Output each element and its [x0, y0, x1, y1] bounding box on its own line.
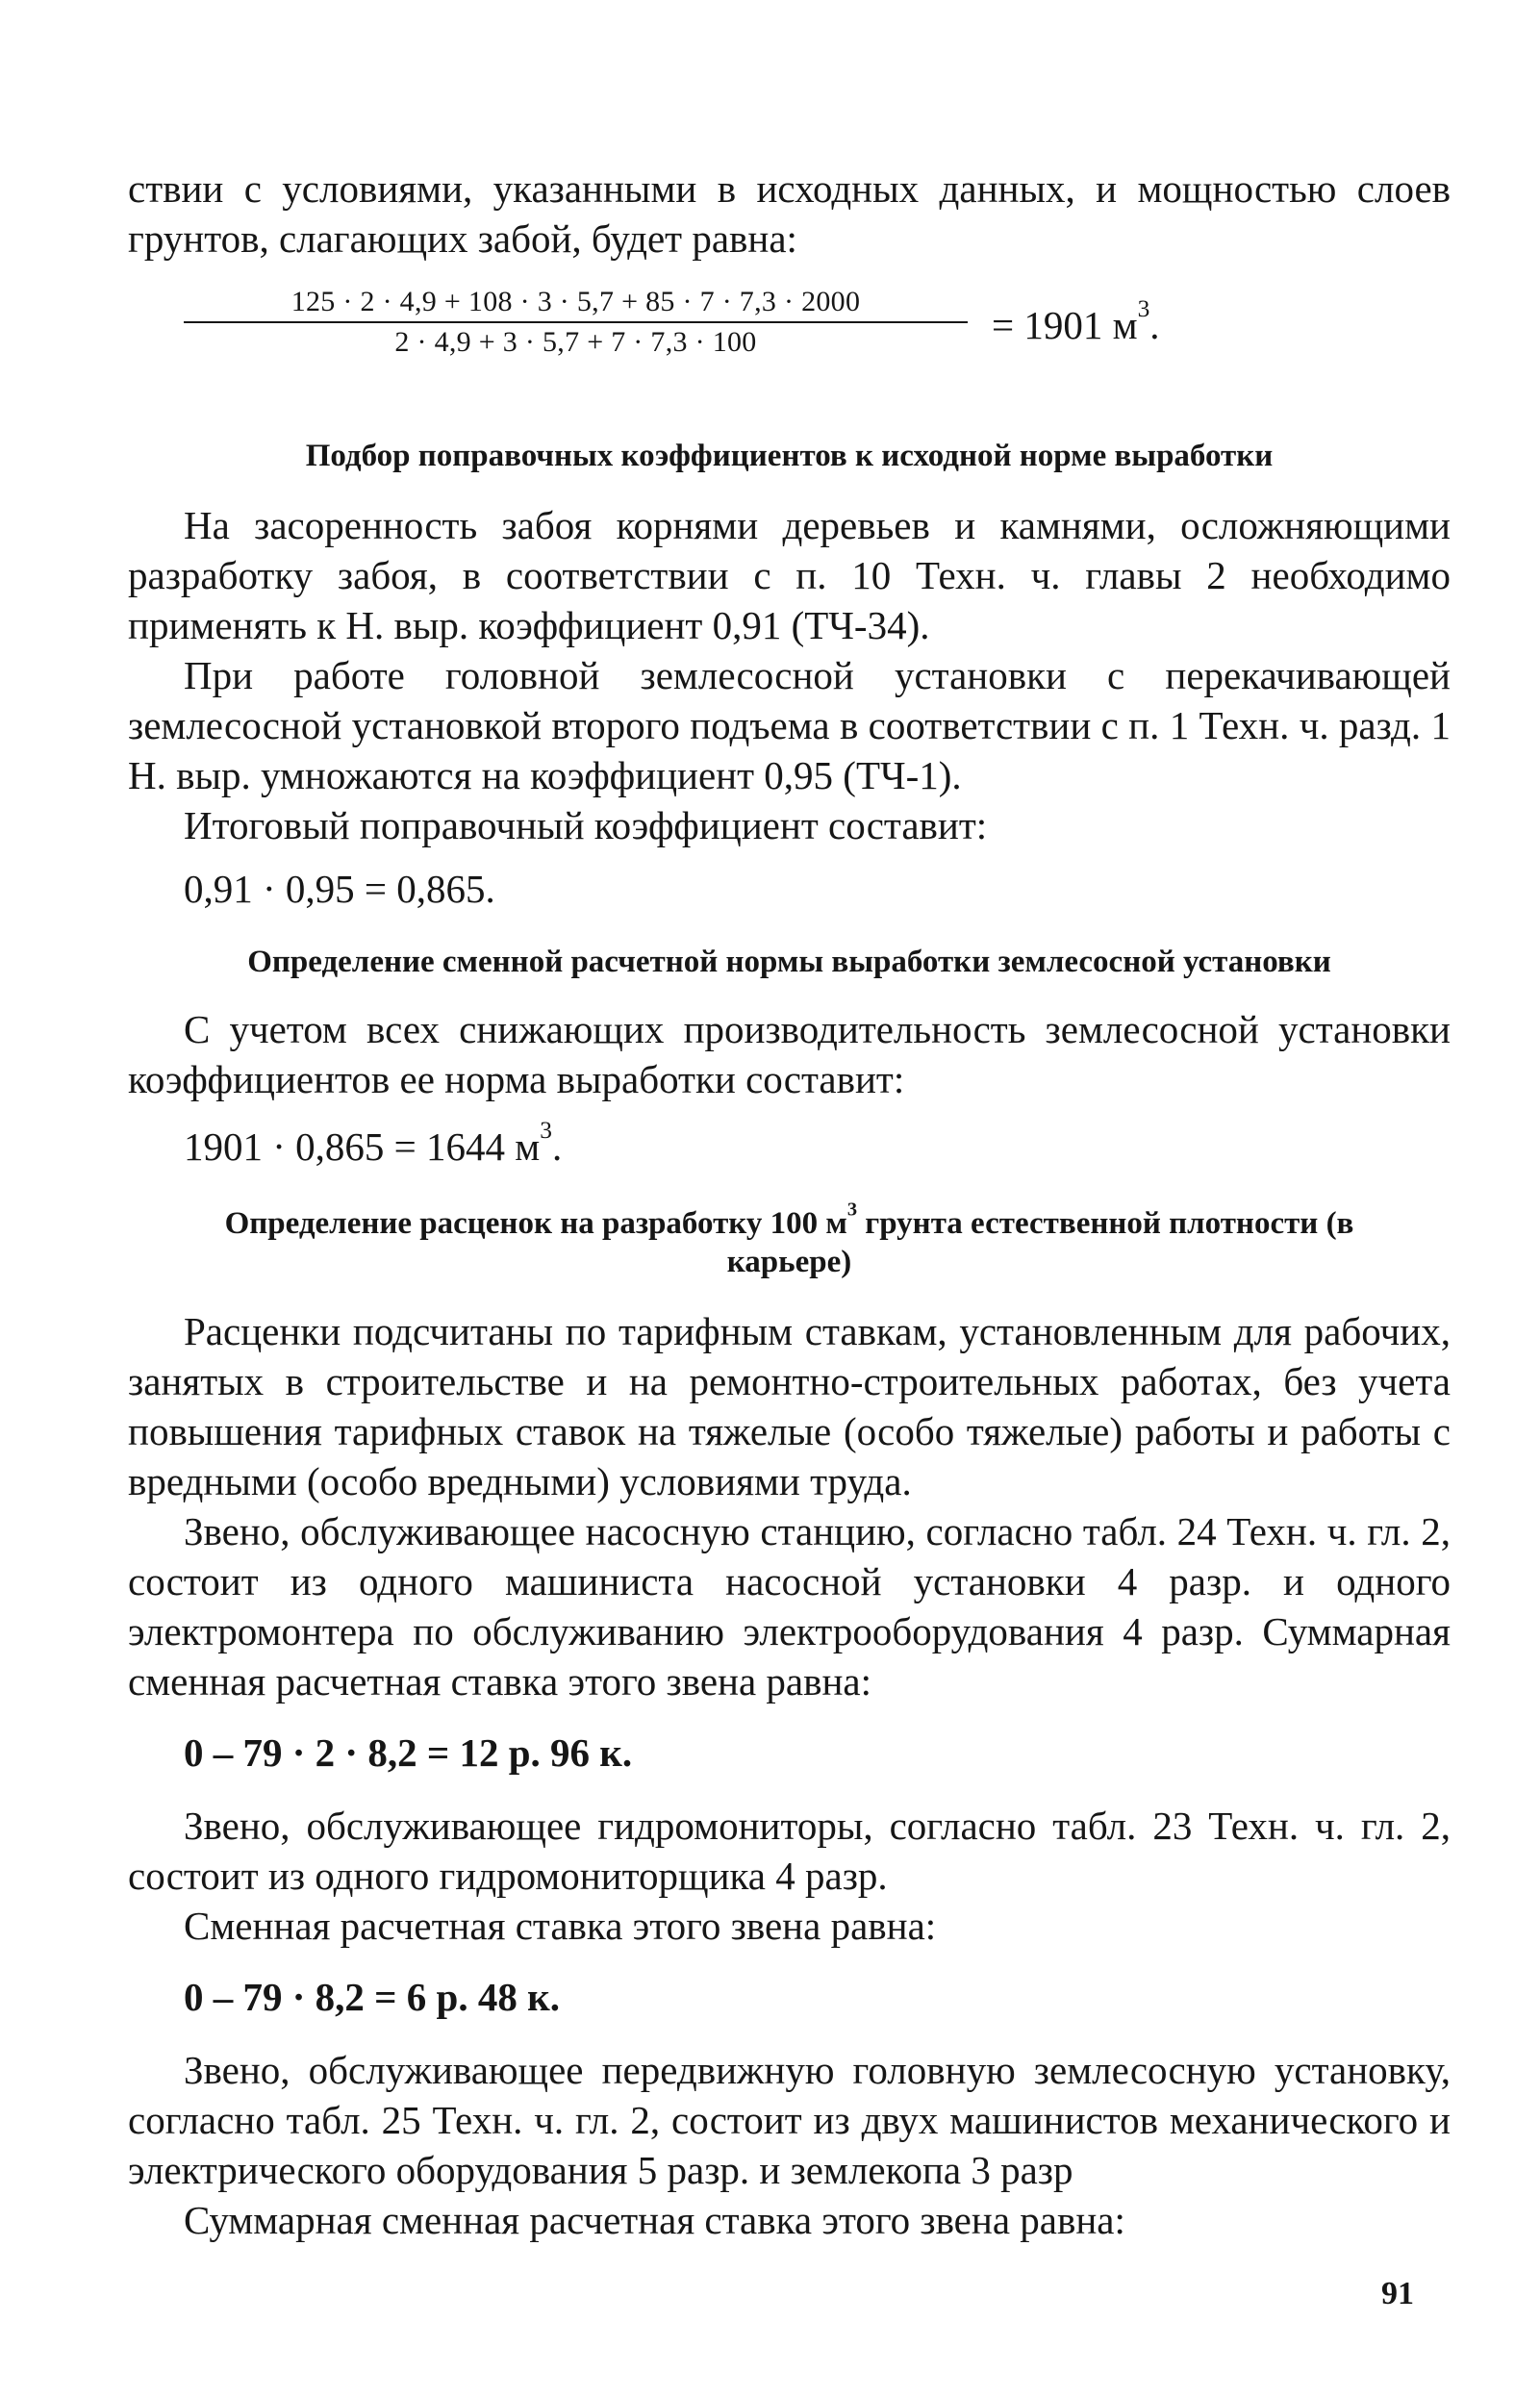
paragraph: С учетом всех снижающих производительность землесосной установки коэффициентов ее норма выработки составит: [128, 1007, 1451, 1101]
paragraph: При работе головной землесосной установки с перекачивающей землесосной установкой второго подъема в соответствии с п. 1 Техн. ч. разд. 1 Н. выр. умножаются на коэффициент 0,95 (ТЧ-1). [128, 653, 1451, 797]
formula-monitor-crew: 0 – 79 · 8,2 = 6 р. 48 к. [184, 1975, 560, 2019]
paragraph: Звено, обслуживающее насосную станцию, согласно табл. 24 Техн. ч. гл. 2, состоит из одного машиниста насосной установки 4 разр. и одного электромонтера по обслуживанию электрооборудования 4 разр. Суммарная сменная расчетная ставка этого звена равна: [128, 1509, 1451, 1704]
paragraph: Расценки подсчитаны по тарифным ставкам, установленным для рабочих, занятых в строительстве и на ремонтно-строительных работах, без учета повышения тарифных ставок на тяжелые (особо тяжелые) работы и работы с вредными (особо вредными) условиями труда. [128, 1309, 1451, 1503]
fraction-denominator: 2 · 4,9 + 3 · 5,7 + 7 · 7,3 · 100 [394, 326, 757, 358]
section-heading-rates [128, 1199, 1451, 1281]
heading-rates-part-1: Определение расценок на разработку 100 м [224, 1206, 847, 1241]
period: . [551, 1124, 563, 1169]
fraction-result-text: = 1901 м [992, 303, 1138, 347]
fraction-bar [184, 321, 968, 323]
fraction-result [992, 295, 1160, 350]
paragraph: Итоговый поправочный коэффициент составит: [184, 803, 988, 847]
section-heading-correction-factors: Подбор поправочных коэффициентов к исходной норме выработки [305, 439, 1274, 473]
formula-total-factor: 0,91 · 0,95 = 0,865. [184, 867, 495, 911]
superscript-cubic: 3 [1137, 295, 1150, 323]
paragraph: Сменная расчетная ставка этого звена равна: [184, 1904, 937, 1948]
formula-pump-crew: 0 – 79 · 2 · 8,2 = 12 р. 96 к. [184, 1730, 633, 1775]
fraction-numerator: 125 · 2 · 4,9 + 108 · 3 · 5,7 + 85 · 7 · 7,3 · 2000 [290, 286, 861, 317]
superscript-cubic: 3 [846, 1199, 858, 1221]
paragraph: Звено, обслуживающее передвижную головную землесосную установку, согласно табл. 25 Техн. ч. гл. 2, состоит из двух машинистов механического и электрического оборудования 5 разр. и землекопа 3 разр [128, 2048, 1451, 2192]
section-heading-shift-norm: Определение сменной расчетной нормы выработки землесосной установки [247, 945, 1331, 979]
page-body [128, 164, 1451, 2245]
heading-rates-part-2: грунта естественной плотности (в карьере) [726, 1206, 1354, 1279]
paragraph: На засоренность забоя корнями деревьев и камнями, осложняющими разработку забоя, в соответствии с п. 10 Техн. ч. главы 2 необходимо применять к Н. выр. коэффициент 0,91 (ТЧ-34). [128, 503, 1451, 647]
superscript-cubic: 3 [540, 1117, 552, 1145]
fraction [184, 285, 968, 360]
formula-shift-norm [128, 1117, 1451, 1172]
volume-formula [128, 285, 1451, 379]
paragraph-continuation: ствии с условиями, указанными в исходных данных, и мощностью слоев грунтов, слагающих забой, будет равна: [128, 166, 1451, 261]
page-number: 91 [1381, 2276, 1414, 2311]
formula-shift-norm-text: 1901 · 0,865 = 1644 м [184, 1124, 541, 1169]
paragraph: Звено, обслуживающее гидромониторы, согласно табл. 23 Техн. ч. гл. 2, состоит из одного гидромониторщика 4 разр. [128, 1804, 1451, 1898]
paragraph: Суммарная сменная расчетная ставка этого звена равна: [184, 2198, 1125, 2242]
period: . [1149, 303, 1160, 347]
